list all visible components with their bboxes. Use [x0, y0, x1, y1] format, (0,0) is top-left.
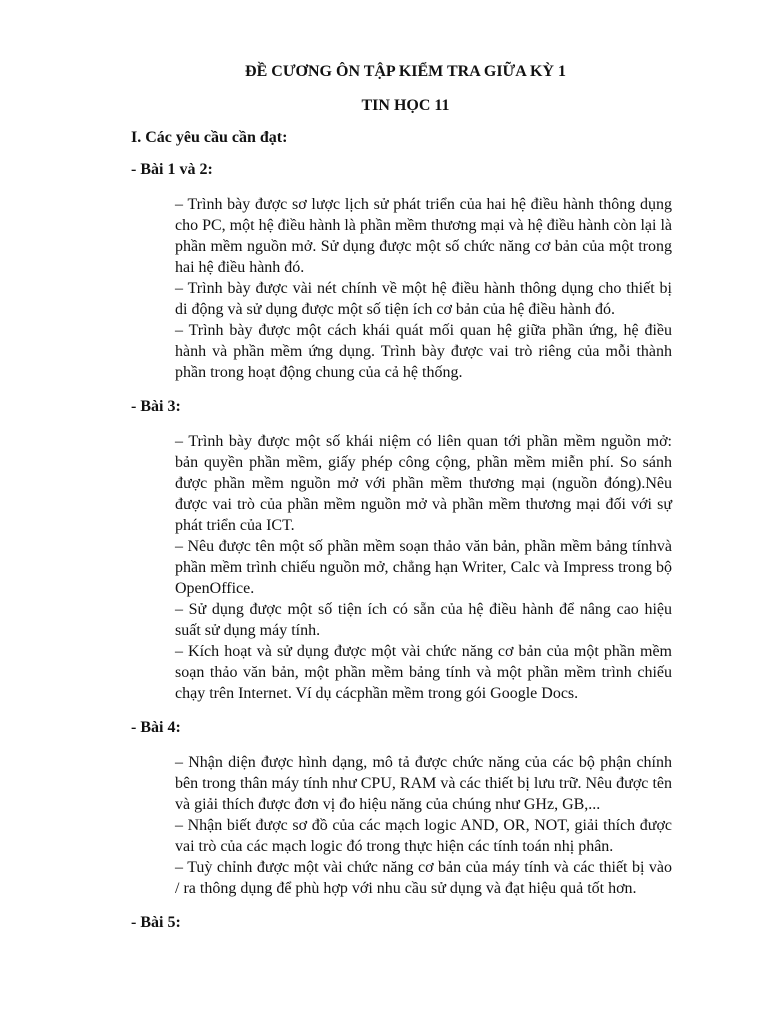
- lesson-item: – Trình bày được vài nét chính về một hệ điều hành thông dụng cho thiết bị di động và sử dụng được một số tiện ích cơ bản của hệ điều hành đó.: [175, 280, 672, 318]
- lesson-item: – Trình bày được một số khái niệm có liên quan tới phần mềm nguồn mở: bản quyền phần mềm, giấy phép công cộng, phần mềm miễn phí. So sánh được phần mềm nguồn mở với phần mềm thương mại (nguồn đóng).Nêu được vai trò của phần mềm nguồn mở và phần mềm thương mại đối với sự phát triển của ICT.: [175, 433, 672, 534]
- lesson-item: – Nêu được tên một số phần mềm soạn thảo văn bản, phần mềm bảng tínhvà phần mềm trình chiếu nguồn mở, chẳng hạn Writer, Calc và Impress trong bộ OpenOffice.: [175, 538, 672, 597]
- lesson-item: – Trình bày được một cách khái quát mối quan hệ giữa phần ứng, hệ điều hành và phần mềm ứng dụng. Trình bày được vai trò riêng của mỗi thành phần trong hoạt động chung của cả hệ thống.: [175, 322, 672, 381]
- lesson-4: [131, 718, 672, 899]
- lesson-body: [131, 752, 672, 899]
- lesson-3: [131, 397, 672, 704]
- lesson-1-2: [131, 160, 672, 383]
- lesson-heading: - Bài 3:: [131, 398, 181, 415]
- lesson-item: – Nhận diện được hình dạng, mô tả được chức năng của các bộ phận chính bên trong thân máy tính như CPU, RAM và các thiết bị lưu trữ. Nêu được tên và giải thích được đơn vị đo hiệu năng của chúng như GHz, GB,...: [175, 754, 672, 813]
- section-heading: I. Các yêu cầu cần đạt:: [131, 129, 288, 146]
- lesson-body: [131, 431, 672, 704]
- document-title: ĐỀ CƯƠNG ÔN TẬP KIỂM TRA GIỮA KỲ 1: [245, 63, 566, 80]
- lesson-heading: - Bài 5:: [131, 914, 181, 931]
- lesson-heading: - Bài 4:: [131, 719, 181, 736]
- lesson-item: – Sử dụng được một số tiện ích có sẵn của hệ điều hành để nâng cao hiệu suất sử dụng máy tính.: [175, 601, 672, 639]
- lesson-item: – Kích hoạt và sử dụng được một vài chức năng cơ bản của một phần mềm soạn thảo văn bản, một phần mềm bảng tính và một phần mềm trình chiếu chạy trên Internet. Ví dụ cácphần mềm trong gói Google Docs.: [175, 643, 672, 702]
- lesson-item: – Nhận biết được sơ đồ của các mạch logic AND, OR, NOT, giải thích được vai trò của các mạch logic đó trong thực hiện các tính toán nhị phân.: [175, 817, 672, 855]
- lesson-heading: - Bài 1 và 2:: [131, 161, 213, 178]
- lesson-item: – Tuỳ chỉnh được một vài chức năng cơ bản của máy tính và các thiết bị vào / ra thông dụng để phù hợp với nhu cầu sử dụng và đạt hiệu quả tốt hơn.: [175, 859, 672, 897]
- lesson-body: [131, 194, 672, 383]
- lesson-item: – Trình bày được sơ lược lịch sử phát triển của hai hệ điều hành thông dụng cho PC, một hệ điều hành là phần mềm thương mại và hệ điều hành còn lại là phần mềm nguồn mở. Sử dụng được một số chức năng cơ bản của một trong hai hệ điều hành đó.: [175, 196, 673, 276]
- document-subtitle: TIN HỌC 11: [361, 97, 450, 114]
- lesson-5: [131, 913, 672, 933]
